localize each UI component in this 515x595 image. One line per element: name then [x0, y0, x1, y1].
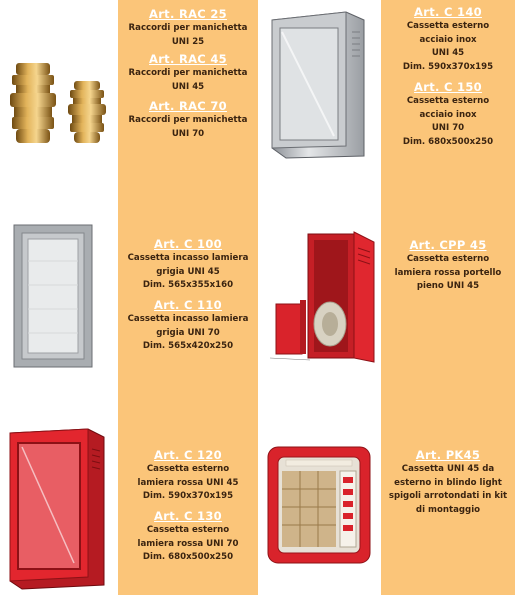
product-desc-line: Dim. 680x500x250: [402, 136, 494, 147]
product-desc-line: UNI 70: [431, 123, 465, 133]
red-glass-cabinet-icon: [266, 445, 372, 565]
product-desc-line: acciaio inox: [419, 34, 477, 45]
product-desc-line: pieno UNI 45: [416, 281, 480, 291]
recessed-grey-cabinet-icon: [12, 221, 96, 369]
product-desc-line: lamiera rossa portello: [394, 267, 502, 278]
product-code[interactable]: Art. CPP 45: [409, 238, 487, 252]
product-desc-line: Raccordi per manichetta: [128, 23, 248, 33]
product-c110: [118, 297, 258, 354]
product-c100: [118, 236, 258, 293]
product-code[interactable]: Art. PK45: [415, 448, 481, 462]
product-desc-line: spigoli arrotondati in kit: [388, 491, 508, 501]
product-desc-line: UNI 25: [171, 36, 205, 47]
product-desc-line: Cassetta esterno: [406, 21, 490, 31]
product-desc-line: grigia UNI 70: [156, 327, 220, 338]
product-desc-line: grigia UNI 45: [156, 266, 220, 277]
column-left-text: [118, 0, 258, 595]
product-desc-line: Dim. 590x370x195: [402, 61, 494, 72]
product-desc-line: UNI 70: [171, 128, 205, 139]
product-desc-line: Dim. 680x500x250: [142, 552, 234, 562]
product-rac70: [118, 98, 258, 141]
product-code[interactable]: Art. C 120: [154, 448, 222, 462]
product-desc-line: Cassetta UNI 45 da: [401, 464, 495, 474]
product-code[interactable]: Art. C 130: [154, 509, 222, 523]
product-code[interactable]: Art. C 100: [154, 237, 222, 251]
product-c140: [381, 4, 515, 74]
product-desc-line: Dim. 565x355x160: [142, 280, 234, 290]
column-right-text: [381, 0, 515, 595]
product-desc-line: UNI 45: [431, 48, 465, 58]
product-code[interactable]: Art. C 150: [414, 80, 482, 94]
product-c120: [118, 447, 258, 504]
product-desc-line: lamiera rossa UNI 45: [137, 477, 239, 488]
product-code[interactable]: Art. RAC 70: [149, 99, 227, 113]
product-code[interactable]: Art. RAC 45: [149, 52, 227, 66]
product-desc-line: Cassetta incasso lamiera: [127, 314, 249, 324]
product-rac25: [118, 6, 258, 49]
product-desc-line: Cassetta incasso lamiera: [127, 253, 249, 263]
product-desc-line: Raccordi per manichetta: [128, 115, 248, 125]
product-desc-line: lamiera rossa UNI 70: [137, 538, 239, 549]
product-desc-line: Cassetta esterno: [406, 96, 490, 106]
product-rac45: [118, 51, 258, 94]
brass-coupling-icon: [6, 55, 110, 150]
product-c130: [118, 508, 258, 565]
product-desc-line: Cassetta esterno: [146, 525, 230, 535]
product-desc-line: Cassetta esterno: [146, 464, 230, 474]
product-desc-line: Dim. 565x420x250: [142, 341, 234, 351]
product-desc-line: acciaio inox: [419, 109, 477, 120]
red-cabinet-icon: [8, 427, 106, 591]
steel-cabinet-icon: [268, 8, 366, 160]
product-cpp45: [381, 237, 515, 294]
product-code[interactable]: Art. C 110: [154, 298, 222, 312]
product-code[interactable]: Art. RAC 25: [149, 7, 227, 21]
product-desc-line: UNI 45: [171, 81, 205, 92]
product-desc-line: Cassetta esterno: [406, 254, 490, 264]
product-desc-line: Raccordi per manichetta: [128, 68, 248, 78]
product-desc-line: esterno in blindo light: [394, 477, 502, 488]
product-c150: [381, 79, 515, 149]
product-desc-line: di montaggio: [415, 504, 481, 515]
product-pk45: [381, 447, 515, 517]
red-cabinet-icon: [270, 228, 380, 368]
product-desc-line: Dim. 590x370x195: [142, 491, 234, 501]
product-code[interactable]: Art. C 140: [414, 5, 482, 19]
